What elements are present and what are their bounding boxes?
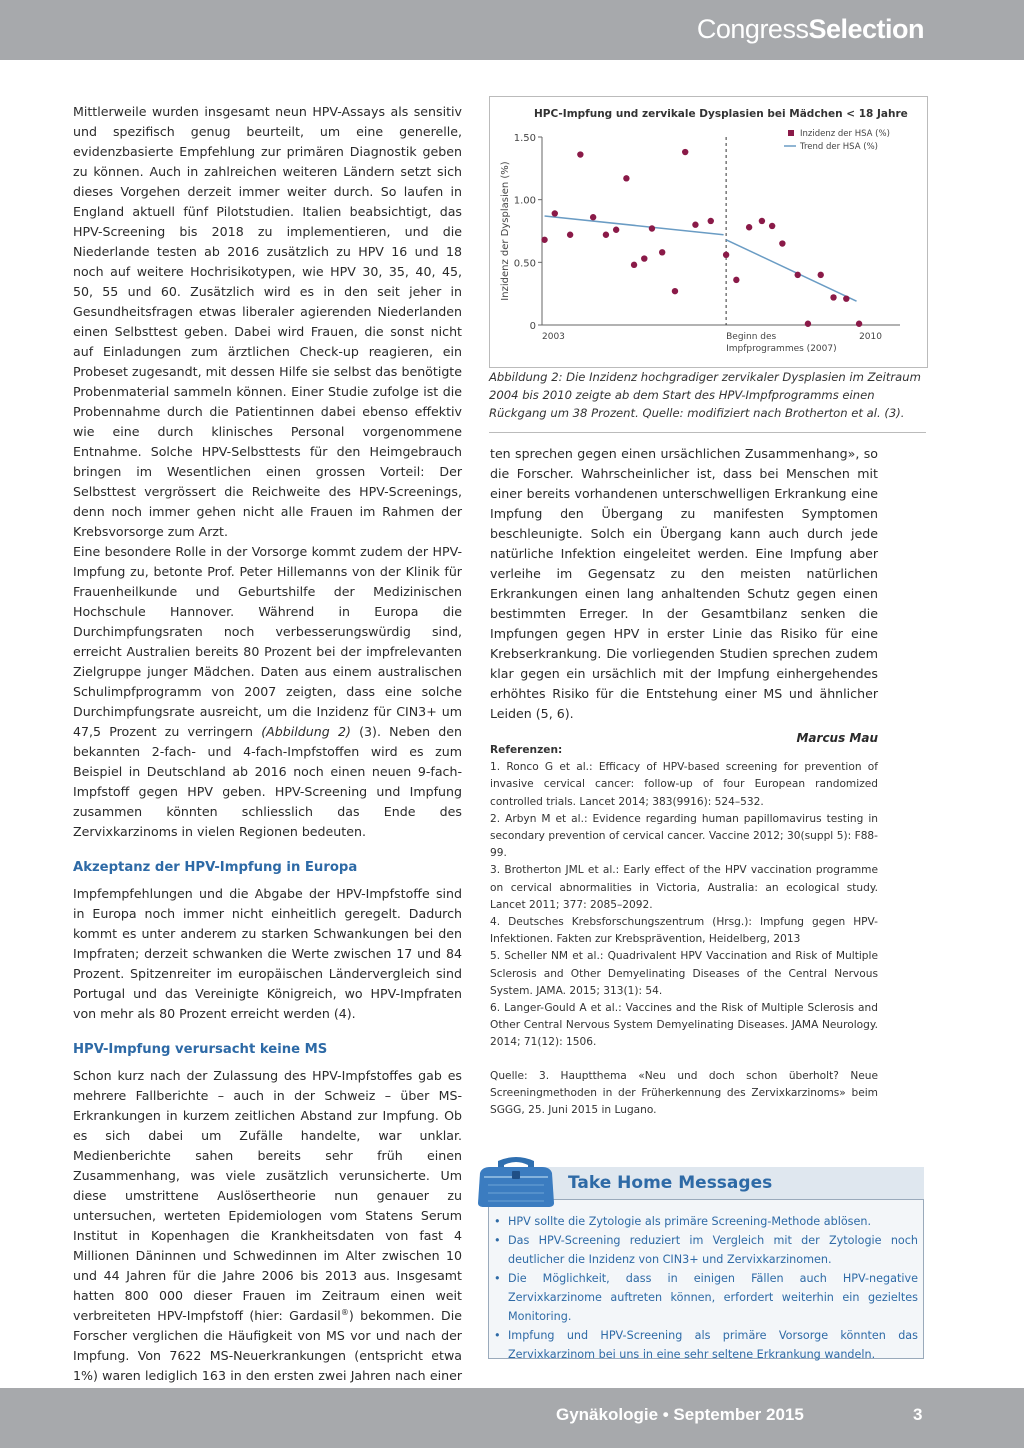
list-item: • HPV sollte die Zytologie als primäre Screening-Methode ablösen. [494,1212,918,1231]
divider [489,432,926,433]
data-point [567,232,573,238]
data-point [623,175,629,181]
legend-label: Inzidenz der HSA (%) [800,129,890,139]
data-point [641,255,647,261]
data-point [856,321,862,327]
reference-item: 3. Brotherton JML et al.: Early effect of the HPV vaccination programme on cervical abnormalities in Victoria, Australia: an ecological study. Lancet 2011; 377: 2085–2092. [490,864,878,911]
reference-item: 1. Ronco G et al.: Efficacy of HPV-based screening for prevention of invasive cervical cancer: follow-up of four European randomized controlled trials. Lancet 2014; 383(9916): 524–532. [490,761,878,808]
y-tick-label: 0.50 [513,258,536,270]
paragraph: Schon kurz nach der Zulassung des HPV-Impfstoffes gab es mehrere Fallberichte – auch in der Schweiz – über MS-Erkrankungen in kurzem zeitlichen Abstand zur Impfung. Ob es sich dabei um Zufälle handelte, war unklar. Medienberichte sahen bereits sehr früh einen Zusammenhang, was viele zusätzlich verunsicherte. Um diese umstrittene Auslösertheorie nun genauer zu untersuchen, werteten Epidemiologen vom Statens Serum Institut in Kopenhagen die Krankheitsdaten von fast 4 Millionen Däninnen und Schwedinnen im Alter zwischen 10 und 44 Jahren für die Jahre 2006 bis 2013 aus. Insgesamt hatten 800 000 dieser Frauen im Zeitraum einen weit verbreiteten HPV-Impfstoff (hier: Gardasil®) bekommen. Die Forscher verglichen die Häufigkeit von MS vor und nach der Impfung. Von 7622 MS-Neuerkrankungen (entspricht etwa 1%) waren lediglich 163 in den ersten zwei Jahren nach einer [73,1068,462,1383]
data-point [759,218,765,224]
data-point [649,225,655,231]
data-point [779,240,785,246]
references [490,742,878,1119]
list-item: • Das HPV-Screening reduziert im Vergleich mit der Zytologie noch deutlicher die Inzidenz von CIN3+ und Zervixkarzinomen. [494,1231,918,1269]
paragraph: Impfempfehlungen und die Abgabe der HPV-Impfstoffe sind in Europa noch immer nicht einheitlich geregelt. Dadurch kommt es unter anderem zu starken Schwankungen bei den Impfraten; derzeit schwanken die Werte zwischen 17 und 84 Prozent. Spitzenreiter im europäischen Ländervergleich sind Portugal und das Vereinigte Königreich, wo HPV-Impfraten von mehr als 80 Prozent erreicht werden (4). [73,886,462,1021]
data-point [541,237,547,243]
doctor-bag-icon [476,1155,556,1207]
source-note: Quelle: 3. Hauptthema «Neu und doch schon überholt? Neue Screeningmethoden in der Früherkennung des Zervixkarzinoms» beim SGGG, 25. Juni 2015 in Lugano. [490,1069,878,1117]
author-name: Marcus Mau [796,731,878,745]
reference-item: 6. Langer-Gould A et al.: Vaccines and the Risk of Multiple Sclerosis and Other Central Nervous System Demyelinating Diseases. JAMA Neurology. 2014; 71(12): 1506. [490,1002,878,1049]
paragraph: Eine besondere Rolle in der Vorsorge kommt zudem der HPV-Impfung zu, betonte Prof. Peter Hillemanns von der Klinik für Frauenheilkunde und Geburtshilfe der Medizinischen Hochschule Hannover. Während in Europa die Durchimpfungsraten noch verbesserungswürdig sind, erreicht Australien bereits 80 Prozent bei der impfrelevanten Zielgruppe junger Mädchen. Daten aus einem australischen Schulimpfprogramm von 2007 zeigten, dass eine solche Durchimpfungsrate ausreicht, um die Inzidenz für CIN3+ um 47,5 Prozent zu verringern (Abbildung 2) (3). Neben den bekannten 2-fach- und 4-fach-Impfstoffen wird es zum Beispiel in Deutschland ab 2016 noch einen neuen 9-fach-Impfstoff gegen HPV geben. HPV-Screening und Impfung zusammen könnten schliesslich das Ende des Zervixkarzinoms in vielen Regionen bedeuten. [73,544,463,839]
page-number: 3 [913,1405,923,1424]
data-point [631,262,637,268]
figure-caption: Abbildung 2: Die Inzidenz hochgradiger zervikaler Dysplasien im Zeitraum 2004 bis 2010 zeigte ab dem Start des HPV-Impfprogramms einen Rückgang um 38 Prozent. Quelle: modifiziert nach Brotherton et al. (3). [489,370,921,420]
page-footer [0,1388,1024,1448]
data-point [723,252,729,258]
data-point [818,272,824,278]
references-heading: Referenzen: [490,744,563,756]
y-tick-label: 0 [529,321,536,332]
data-point [805,321,811,327]
x-tick-label: 2003 [542,332,565,342]
data-point [830,294,836,300]
data-point [769,223,775,229]
reference-item: 2. Arbyn M et al.: Evidence regarding human papillomavirus testing in secondary prevention of cervical cancer. Vaccine 2012; 30(suppl 5): F88-99. [490,812,878,860]
data-point [692,222,698,228]
take-home-messages [488,1167,924,1359]
legend-label: Trend der HSA (%) [800,142,878,152]
data-point [659,249,665,255]
section-heading: Akzeptanz der HPV-Impfung in Europa [73,860,358,875]
data-point [733,277,739,283]
y-tick-label: 1.00 [513,195,536,207]
data-point [603,232,609,238]
data-point [577,151,583,157]
data-point [552,210,558,216]
right-column [490,444,878,748]
brand-logo: CongressSelection [696,14,924,44]
paragraph: Mittlerweile wurden insgesamt neun HPV-Assays als sensitiv und spezifisch genug beurteilt, um eine generelle, evidenzbasierte Empfehlung zur primären Diagnostik geben zu können. Auch in zahlreichen weiteren Ländern setzt sich dieses Vorgehen derzeit immer weiter durch. So laufen in England aktuell fünf Pilotstudien. Italien beabsichtigt, das HPV-Screening bis 2018 zu implementieren, und die Niederlande testen ab 2016 zusätzlich zu HPV 16 und 18 noch auf weitere Hochrisikotypen, wie HPV 30, 35, 40, 45, 50, 55 und 60. Zusätzlich wird es in den seit jeher in Gesundheitsfragen etwas liberaler agierenden Niederlanden einen Selbsttest geben. Dabei wird Frauen, die sonst nicht auf Einladungen zum ärztlichen Check-up reagieren, ein Probeset zugesandt, mit dessen Hilfe sie selbst das benötigte Probenmaterial sammeln können. Einer Studie zufolge ist die Probennahme durch die Patientinnen dabei ebenso effektiv wie eine durch klinisches Personal vorgenommene Entnahme. Solche HPV-Selbsttests für den Heimgebrauch bringen im Wesentlichen einen grossen Vorteil: Der Selbsttest vergrössert die Reichweite des HPV-Screenings, denn noch immer gehen nicht alle Frauen im Rahmen der Krebsvorsorge zum Arzt. [73,104,462,539]
list-item: • Die Möglichkeit, dass in einigen Fällen auch HPV-negative Zervixkarzinome auftreten können, erfordert weiterhin ein gezieltes Monitoring. [494,1269,918,1326]
data-point [746,224,752,230]
data-point [672,288,678,294]
paragraph: ten sprechen gegen einen ursächlichen Zusammenhang», so die Forscher. Wahrscheinlicher ist, dass bei Menschen mit einer bereits vorhandenen unterschwelligen Erkrankung eine Impfung den Übergang zu manifesten Symptomen beschleunigte. Solch ein Übergang kann auch durch jede natürliche Infektion eingeleitet werden. Eine Impfung aber verleihe im Gegensatz zu den meisten natürlichen Erkrankungen einen lang anhaltenden Schutz gegen einen bestimmten Erreger. In der Gesamtbilanz senken die Impfungen gegen HPV in erster Linie das Risiko für eine Krebserkrankung. Die vorliegenden Studien sprechen zudem klar gegen ein ursächlich mit der Impfung einhergehendes erhöhtes Risiko für die Entstehung einer MS und ähnlicher Leiden (5, 6). [490,446,878,721]
list-item: • Impfung und HPV-Screening als primäre Vorsorge könnten das Zervixkarzinom bei uns in eine sehr seltene Erkrankung wandeln. [494,1326,918,1364]
chart-figure [489,96,928,368]
section-heading: HPV-Impfung verursacht keine MS [73,1042,328,1057]
data-point [708,218,714,224]
trend-line-after [726,240,856,301]
data-point [682,149,688,155]
page-header [0,0,1024,60]
data-point [795,272,801,278]
reference-item: 4. Deutsches Krebsforschungszentrum (Hrsg.): Impfung gegen HPV-Infektionen. Fakten zur Krebsprävention, Heidelberg, 2013 [490,916,878,946]
x-tick-label: Beginn des Impfprogrammes (2007) [726,332,837,354]
legend-marker [788,130,794,136]
take-home-list [494,1212,918,1364]
y-tick-label: 1.50 [513,133,536,144]
take-home-title: Take Home Messages [568,1173,773,1193]
data-point [590,214,596,220]
left-column [73,102,462,1426]
scatter-chart [490,97,927,367]
chart-title: HPC-Impfung und zervikale Dysplasien bei Mädchen < 18 Jahre [534,108,908,120]
data-point [843,295,849,301]
journal-issue: Gynäkologie • September 2015 [556,1405,804,1424]
data-point [613,227,619,233]
reference-item: 5. Scheller NM et al.: Quadrivalent HPV Vaccination and Risk of Multiple Sclerosis and Other Demyelinating Diseases of the Central Nervous System. JAMA. 2015; 313(1): 54. [490,950,878,997]
x-tick-label: 2010 [859,332,882,342]
y-axis-label: Inzidenz der Dysplasien (%) [500,161,511,301]
